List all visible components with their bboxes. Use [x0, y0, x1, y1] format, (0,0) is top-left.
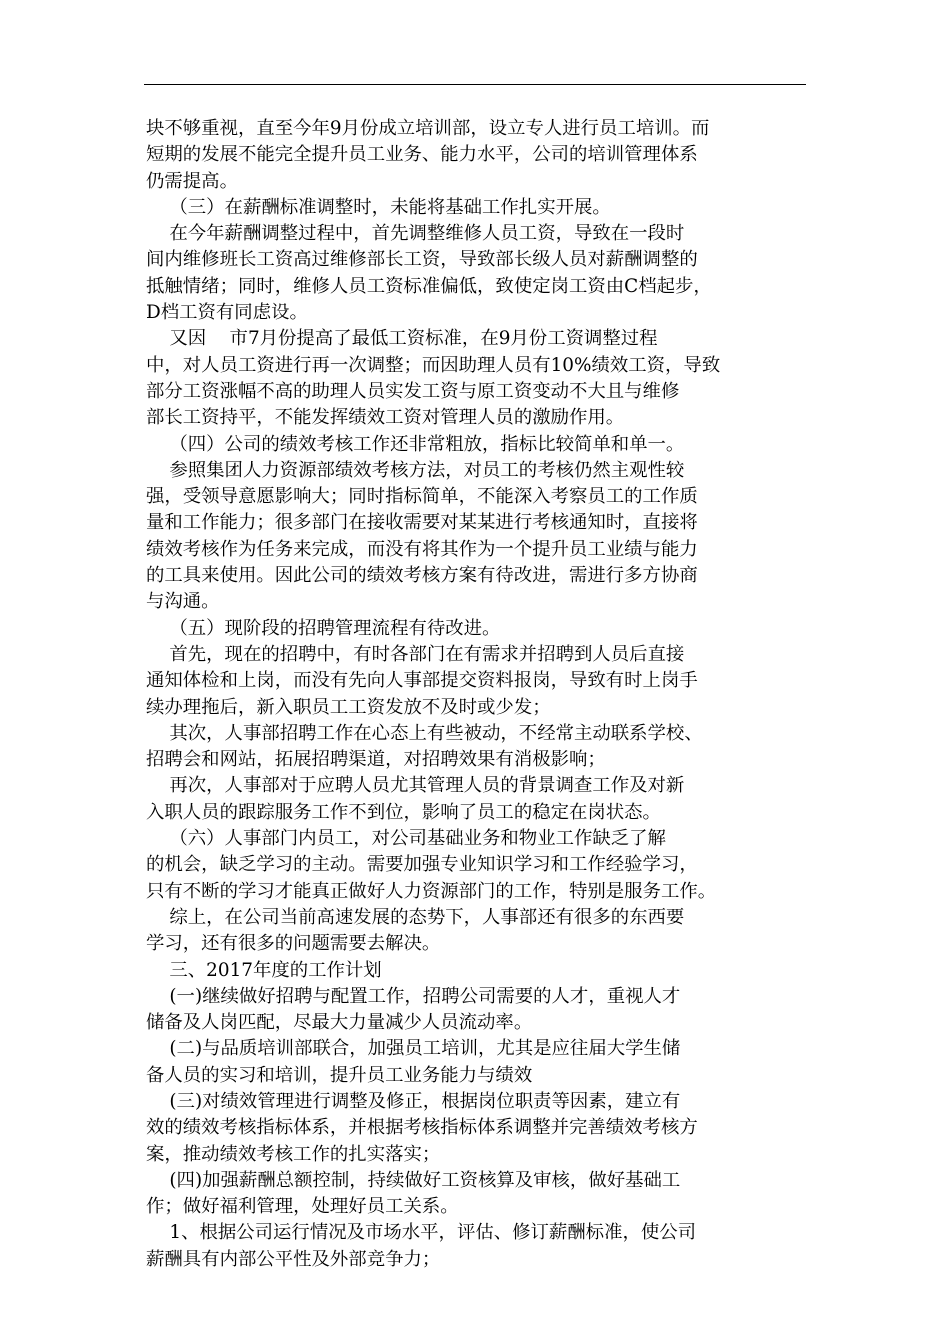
text-line: 仍需提高。: [146, 170, 238, 192]
text-line: 其次，人事部招聘工作在心态上有些被动，不经常主动联系学校、: [146, 722, 703, 744]
text-line: 入职人员的跟踪服务工作不到位，影响了员工的稳定在岗状态。: [146, 801, 661, 823]
text-line: 中，对人员工资进行再一次调整；而因助理人员有10%绩效工资，导致: [146, 354, 721, 376]
text-line: (二)与品质培训部联合，加强员工培训，尤其是应往届大学生储: [146, 1038, 681, 1060]
text-line: 通知体检和上岗，而没有先向人事部提交资料报岗，导致有时上岗手: [146, 670, 698, 692]
text-line: 储备及人岗匹配，尽最大力量减少人员流动率。: [146, 1012, 533, 1034]
text-line: 在今年薪酬调整过程中，首先调整维修人员工资，导致在一段时: [146, 223, 685, 245]
text-line: 薪酬具有内部公平性及外部竞争力；: [146, 1248, 441, 1270]
text-line: 部长工资持平，不能发挥绩效工资对管理人员的激励作用。: [146, 407, 625, 429]
text-line: 间内维修班长工资高过维修部长工资，导致部长级人员对薪酬调整的: [146, 249, 698, 271]
text-line: 参照集团人力资源部绩效考核方法，对员工的考核仍然主观性较: [146, 459, 685, 481]
text-line: 案，推动绩效考核工作的扎实落实；: [146, 1143, 441, 1165]
text-line: 再次，人事部对于应聘人员尤其管理人员的背景调查工作及对新: [146, 775, 685, 797]
text-line: 与沟通。: [146, 591, 220, 613]
text-line: 的机会，缺乏学习的主动。需要加强专业知识学习和工作经验学习，: [146, 854, 698, 876]
text-line: 首先，现在的招聘中，有时各部门在有需求并招聘到人员后直接: [146, 643, 685, 665]
text-line: 综上，在公司当前高速发展的态势下，人事部还有很多的东西要: [146, 906, 685, 928]
text-line: 绩效考核作为任务来完成，而没有将其作为一个提升员工业绩与能力: [146, 538, 698, 560]
text-line: (三)对绩效管理进行调整及修正，根据岗位职责等因素，建立有: [146, 1090, 681, 1112]
text-line: (四)加强薪酬总额控制，持续做好工资核算及审核，做好基础工: [146, 1169, 681, 1191]
text-line: (一)继续做好招聘与配置工作，招聘公司需要的人才，重视人才: [146, 985, 681, 1007]
section-heading: （六）人事部门内员工，对公司基础业务和物业工作缺乏了解: [146, 828, 666, 850]
section-heading: （四）公司的绩效考核工作还非常粗放，指标比较简单和单一。: [146, 433, 685, 455]
section-heading: （三）在薪酬标准调整时，未能将基础工作扎实开展。: [146, 196, 611, 218]
text-line: 强，受领导意愿影响大；同时指标简单，不能深入考察员工的工作质: [146, 486, 698, 508]
text-line: 又因 市7月份提高了最低工资标准，在9月份工资调整过程: [146, 328, 658, 350]
section-heading: （五）现阶段的招聘管理流程有待改进。: [146, 617, 501, 639]
text-line: 只有不断的学习才能真正做好人力资源部门的工作，特别是服务工作。: [146, 880, 717, 902]
text-line: 量和工作能力；很多部门在接收需要对某某进行考核通知时，直接将: [146, 512, 698, 534]
text-line: 块不够重视，直至今年9月份成立培训部，设立专人进行员工培训。而: [146, 118, 710, 139]
text-line: 学习，还有很多的问题需要去解决。: [146, 933, 441, 955]
text-line: 抵触情绪；同时，维修人员工资标准偏低，致使定岗工资由C档起步，: [146, 275, 712, 297]
document-body: [146, 116, 808, 1273]
text-line: 短期的发展不能完全提升员工业务、能力水平，公司的培训管理体系: [146, 144, 698, 166]
text-line: 部分工资涨幅不高的助理人员实发工资与原工资变动不大且与维修: [146, 380, 680, 402]
text-line: 效的绩效考核指标体系，并根据考核指标体系调整并完善绩效考核方: [146, 1117, 698, 1139]
text-line: 1、根据公司运行情况及市场水平，评估、修订薪酬标准，使公司: [146, 1222, 697, 1244]
text-line: 备人员的实习和培训，提升员工业务能力与绩效: [146, 1064, 533, 1086]
text-line: 续办理拖后，新入职员工工资发放不及时或少发；: [146, 696, 551, 718]
text-line: 招聘会和网站，拓展招聘渠道，对招聘效果有消极影响；: [146, 749, 606, 771]
section-heading: 三、2017年度的工作计划: [146, 959, 382, 981]
text-line: 作；做好福利管理，处理好员工关系。: [146, 1196, 459, 1218]
header-rule: [144, 84, 806, 85]
text-line: 的工具来使用。因此公司的绩效考核方案有待改进，需进行多方协商: [146, 565, 698, 587]
text-line: D档工资有同虑设。: [146, 302, 308, 324]
